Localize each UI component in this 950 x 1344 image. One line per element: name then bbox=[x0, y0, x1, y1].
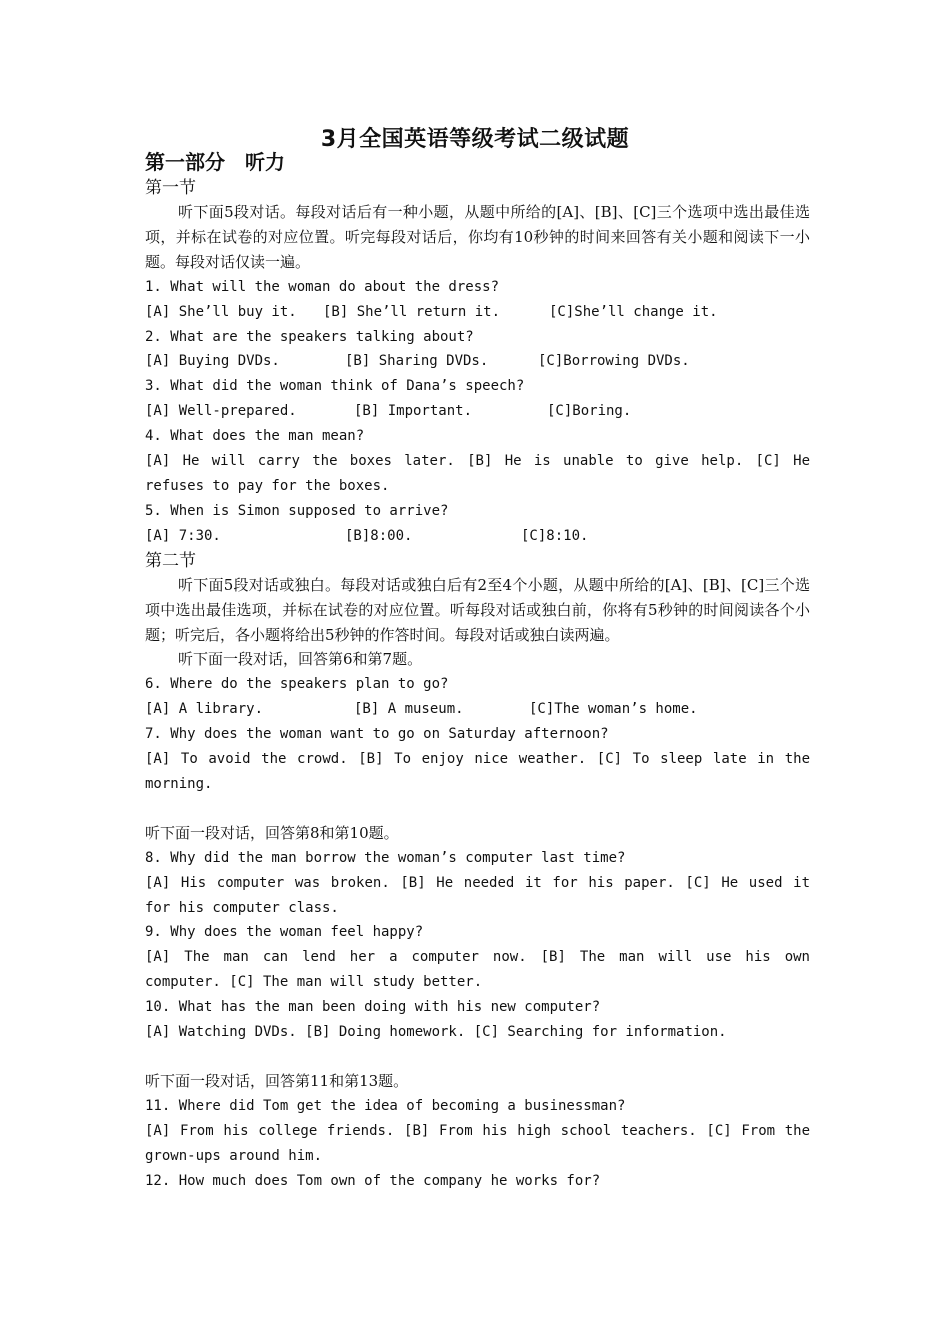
option-c: [C]Boring. bbox=[547, 403, 632, 420]
options-11: [A] From his college friends. [B] From his high school teachers. [C] From the grown-ups around him. bbox=[145, 1122, 810, 1164]
option-a: [A] Well-prepared. bbox=[145, 403, 297, 420]
options-6 bbox=[145, 697, 810, 722]
option-b: [B] She’ll return it. bbox=[323, 303, 501, 320]
section-instructions: 听下面5段对话。每段对话后有一种小题，从题中所给的[A]、[B]、[C]三个选项中选出最佳选项，并标在试卷的对应位置。听完每段对话后，你均有10秒钟的时间来回答有关小题和阅读下一小题。每段对话仅读一遍。 bbox=[145, 203, 810, 271]
section-heading: 第二节 bbox=[145, 550, 196, 571]
option-c: [C]She’ll change it. bbox=[549, 303, 718, 320]
question-10: 10. What has the man been doing with his new computer? bbox=[145, 999, 601, 1016]
options-4: [A] He will carry the boxes later. [B] He is unable to give help. [C] He refuses to pay for the boxes. bbox=[145, 453, 810, 494]
dialog-instruction: 听下面一段对话，回答第11和第13题。 bbox=[145, 1072, 409, 1090]
option-c: [C]8:10. bbox=[521, 527, 589, 544]
question-5: 5. When is Simon supposed to arrive? bbox=[145, 502, 449, 519]
options-3 bbox=[145, 399, 810, 424]
spacer bbox=[145, 797, 810, 821]
question-2: 2. What are the speakers talking about? bbox=[145, 328, 474, 345]
options-7: [A] To avoid the crowd. [B] To enjoy nice weather. [C] To sleep late in the morning. bbox=[145, 751, 810, 792]
options-5 bbox=[145, 524, 810, 549]
option-c: [C]Borrowing DVDs. bbox=[538, 353, 690, 370]
question-4: 4. What does the man mean? bbox=[145, 428, 365, 445]
section-heading: 第一节 bbox=[145, 178, 196, 198]
document-body bbox=[145, 148, 810, 1194]
part-heading: 第一部分 听力 bbox=[145, 150, 285, 174]
options-1 bbox=[145, 300, 810, 325]
option-b: [B] A museum. bbox=[354, 701, 464, 718]
question-3: 3. What did the woman think of Dana’s speech? bbox=[145, 378, 525, 395]
question-8: 8. Why did the man borrow the woman’s computer last time? bbox=[145, 849, 626, 866]
section-instructions: 听下面5段对话或独白。每段对话或独白后有2至4个小题，从题中所给的[A]、[B]、[C]三个选项中选出最佳选项，并标在试卷的对应位置。听每段对话或独白前，你将有5秒钟的时间阅读各个小题；听完后，各小题将给出5秒钟的作答时间。每段对话或独白读两遍。 bbox=[145, 575, 810, 644]
question-9: 9. Why does the woman feel happy? bbox=[145, 924, 424, 941]
options-10: [A] Watching DVDs. [B] Doing homework. [C] Searching for information. bbox=[145, 1024, 727, 1041]
option-a: [A] She’ll buy it. bbox=[145, 303, 297, 320]
options-8: [A] His computer was broken. [B] He needed it for his paper. [C] He used it for his computer class. bbox=[145, 874, 810, 916]
option-b: [B] Sharing DVDs. bbox=[345, 353, 489, 370]
spacer bbox=[145, 1045, 810, 1069]
dialog-instruction: 听下面一段对话，回答第6和第7题。 bbox=[178, 650, 423, 669]
document-title: 3月全国英语等级考试二级试题 bbox=[320, 127, 630, 152]
option-a: [A] 7:30. bbox=[145, 527, 221, 544]
option-b: [B] Important. bbox=[354, 403, 473, 420]
option-b: [B]8:00. bbox=[345, 527, 413, 544]
question-6: 6. Where do the speakers plan to go? bbox=[145, 676, 449, 693]
question-1: 1. What will the woman do about the dress? bbox=[145, 278, 500, 295]
option-a: [A] Buying DVDs. bbox=[145, 353, 280, 370]
option-a: [A] A library. bbox=[145, 701, 264, 718]
question-7: 7. Why does the woman want to go on Saturday afternoon? bbox=[145, 726, 609, 743]
question-11: 11. Where did Tom get the idea of becoming a businessman? bbox=[145, 1097, 626, 1114]
option-c: [C]The woman’s home. bbox=[529, 701, 698, 718]
question-12: 12. How much does Tom own of the company he works for? bbox=[145, 1172, 601, 1189]
dialog-instruction: 听下面一段对话，回答第8和第10题。 bbox=[145, 823, 399, 842]
options-2 bbox=[145, 349, 810, 374]
options-9: [A] The man can lend her a computer now. [B] The man will use his own computer. [C] The man will study better. bbox=[145, 949, 810, 991]
